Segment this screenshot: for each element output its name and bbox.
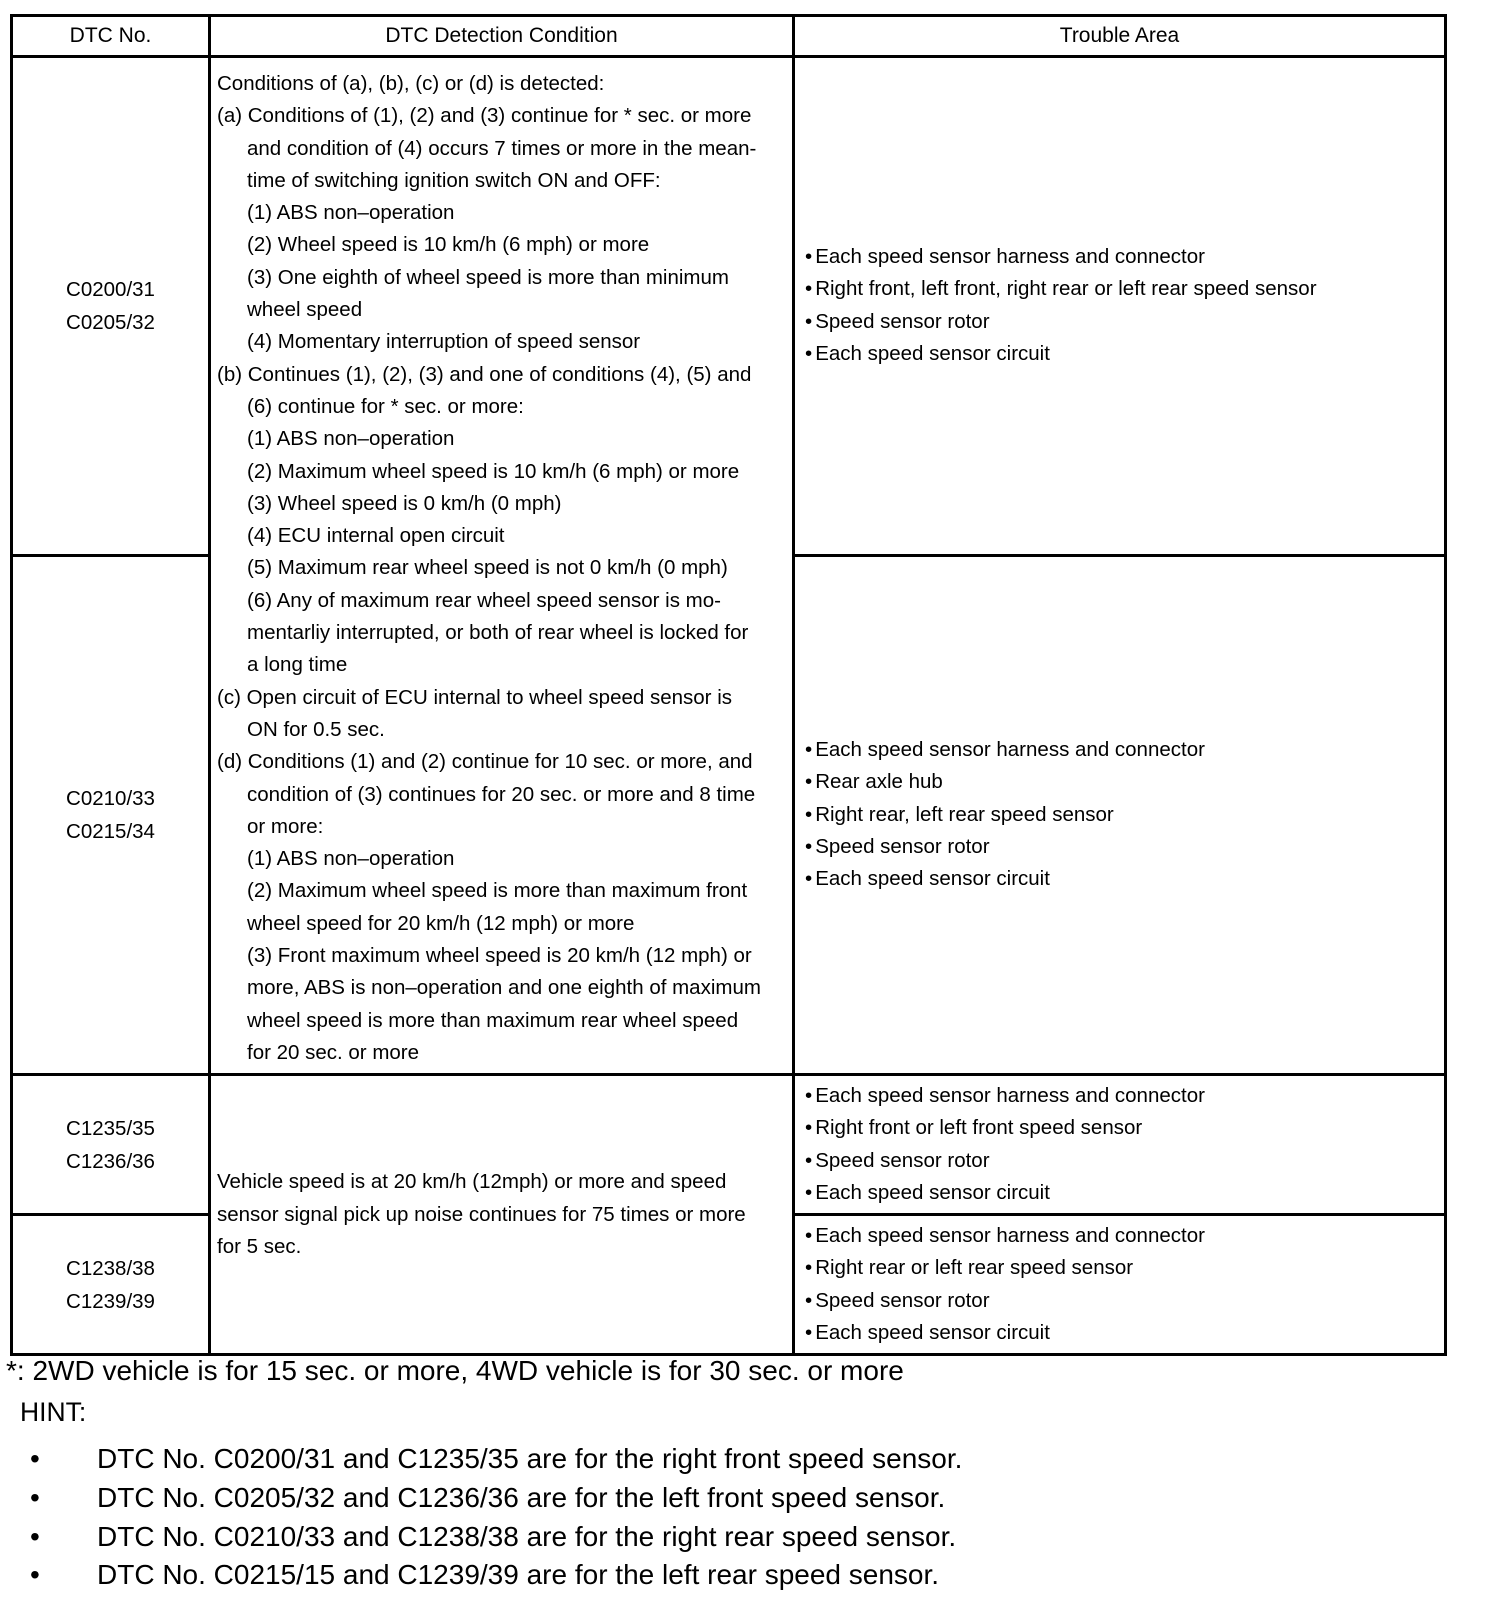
dtc-code: C0205/32 xyxy=(66,310,155,334)
detection-condition-cell xyxy=(210,1075,794,1355)
hint-item xyxy=(30,1518,962,1557)
trouble-area-item: • Right front or left front speed sensor xyxy=(805,1112,1444,1145)
trouble-area-cell xyxy=(794,57,1446,556)
dtc-codes-cell xyxy=(12,1215,210,1355)
condition-line: a long time xyxy=(247,653,348,677)
header-detection-condition: DTC Detection Condition xyxy=(210,16,794,57)
trouble-area-item: • Each speed sensor circuit xyxy=(805,1177,1444,1210)
trouble-area-item: • Right rear or left rear speed sensor xyxy=(805,1252,1444,1285)
condition-line: (2) Maximum wheel speed is more than maximum front xyxy=(247,879,748,903)
hint-text: DTC No. C0210/33 and C1238/38 are for the right rear speed sensor. xyxy=(97,1520,957,1552)
header-trouble-area: Trouble Area xyxy=(794,16,1446,57)
trouble-area-item: • Speed sensor rotor xyxy=(805,1285,1444,1318)
condition-line: (b) Continues (1), (2), (3) and one of conditions (4), (5) and xyxy=(217,362,752,386)
bullet-icon: • xyxy=(30,1559,40,1591)
condition-line: (4) Momentary interruption of speed sensor xyxy=(247,330,641,354)
trouble-area-item: • Each speed sensor circuit xyxy=(805,863,1444,895)
condition-line: wheel speed is more than maximum rear wheel speed xyxy=(247,1008,739,1032)
condition-line: (3) One eighth of wheel speed is more than minimum xyxy=(247,265,729,289)
trouble-area-item: • Each speed sensor harness and connector xyxy=(805,1220,1444,1253)
dtc-code: C1235/35 xyxy=(66,1116,155,1140)
trouble-area-item: • Speed sensor rotor xyxy=(805,1145,1444,1178)
bullet-icon: • xyxy=(30,1481,40,1513)
bullet-icon: • xyxy=(30,1443,40,1474)
hint-text: DTC No. C0215/15 and C1239/39 are for the left rear speed sensor. xyxy=(97,1559,940,1591)
dtc-code: C1238/38 xyxy=(66,1256,155,1280)
condition-line: time of switching ignition switch ON and OFF: xyxy=(247,168,661,192)
hint-list xyxy=(30,1440,962,1595)
condition-line: for 20 sec. or more xyxy=(247,1040,420,1064)
header-dtc-no: DTC No. xyxy=(12,16,210,57)
condition-line: (a) Conditions of (1), (2) and (3) continue for * sec. or more xyxy=(217,104,752,128)
condition-line: Conditions of (a), (b), (c) or (d) is detected: xyxy=(217,72,605,95)
trouble-area-cell xyxy=(794,1075,1446,1215)
condition-line: more, ABS is non–operation and one eighth of maximum xyxy=(247,976,761,1000)
trouble-area-item: • Each speed sensor harness and connector xyxy=(805,734,1444,766)
condition-line: ON for 0.5 sec. xyxy=(247,717,385,741)
condition-line: (1) ABS non–operation xyxy=(247,847,455,871)
trouble-area-item: • Speed sensor rotor xyxy=(805,831,1444,863)
condition-line: sensor signal pick up noise continues for 75 times or more xyxy=(217,1202,746,1226)
footnote: *: 2WD vehicle is for 15 sec. or more, 4WD vehicle is for 30 sec. or more xyxy=(6,1355,904,1386)
condition-line: and condition of (4) occurs 7 times or more in the mean- xyxy=(247,136,757,160)
condition-line: for 5 sec. xyxy=(217,1234,302,1258)
condition-line: (3) Wheel speed is 0 km/h (0 mph) xyxy=(247,491,562,515)
detection-condition-cell xyxy=(210,57,794,1075)
condition-line: (d) Conditions (1) and (2) continue for 10 sec. or more, and xyxy=(217,750,753,774)
trouble-area-item: • Each speed sensor harness and connector xyxy=(805,1080,1444,1113)
trouble-area-cell xyxy=(794,555,1446,1075)
condition-line: (3) Front maximum wheel speed is 20 km/h (12 mph) or xyxy=(247,944,752,968)
condition-line: (c) Open circuit of ECU internal to wheel speed sensor is xyxy=(217,685,733,709)
dtc-codes-cell xyxy=(12,555,210,1075)
condition-line: or more: xyxy=(247,814,324,838)
dtc-code: C0200/31 xyxy=(66,277,155,301)
hint-item xyxy=(30,1440,962,1479)
condition-line: (1) ABS non–operation xyxy=(247,427,455,451)
condition-line: Vehicle speed is at 20 km/h (12mph) or more and speed xyxy=(217,1170,727,1194)
trouble-area-cell xyxy=(794,1215,1446,1355)
hint-text: DTC No. C0205/32 and C1236/36 are for the left front speed sensor. xyxy=(97,1481,946,1513)
hint-item xyxy=(30,1556,962,1595)
hint-item xyxy=(30,1479,962,1518)
dtc-table xyxy=(10,14,1447,1356)
dtc-code: C0210/33 xyxy=(66,786,155,810)
trouble-area-item: • Speed sensor rotor xyxy=(805,306,1444,338)
trouble-area-item: • Each speed sensor circuit xyxy=(805,338,1444,370)
trouble-area-item: • Rear axle hub xyxy=(805,766,1444,798)
condition-line: (5) Maximum rear wheel speed is not 0 km/h (0 mph) xyxy=(247,556,728,580)
dtc-code: C0215/34 xyxy=(66,819,155,843)
condition-line: (6) Any of maximum rear wheel speed sensor is mo- xyxy=(247,588,721,612)
condition-line: (1) ABS non–operation xyxy=(247,201,455,225)
condition-line: (4) ECU internal open circuit xyxy=(247,524,505,548)
hint-text: DTC No. C0200/31 and C1235/35 are for the right front speed sensor. xyxy=(97,1443,963,1474)
bullet-icon: • xyxy=(30,1520,40,1552)
condition-line: wheel speed xyxy=(247,298,363,322)
condition-line: wheel speed for 20 km/h (12 mph) or more xyxy=(247,911,635,935)
condition-line: mentarliy interrupted, or both of rear wheel is locked for xyxy=(247,621,749,645)
trouble-area-item: • Each speed sensor harness and connector xyxy=(805,241,1444,273)
dtc-code: C1236/36 xyxy=(66,1149,155,1173)
trouble-area-item: • Right rear, left rear speed sensor xyxy=(805,799,1444,831)
dtc-codes-cell xyxy=(12,1075,210,1215)
condition-line: (2) Maximum wheel speed is 10 km/h (6 mph) or more xyxy=(247,459,740,483)
condition-line: (6) continue for * sec. or more: xyxy=(247,394,524,418)
hint-title: HINT: xyxy=(20,1397,87,1427)
trouble-area-item: • Right front, left front, right rear or left rear speed sensor xyxy=(805,273,1444,305)
dtc-code: C1239/39 xyxy=(66,1289,155,1313)
dtc-codes-cell xyxy=(12,57,210,556)
condition-line: condition of (3) continues for 20 sec. or more and 8 time xyxy=(247,782,756,806)
condition-line: (2) Wheel speed is 10 km/h (6 mph) or more xyxy=(247,233,650,257)
trouble-area-item: • Each speed sensor circuit xyxy=(805,1317,1444,1350)
